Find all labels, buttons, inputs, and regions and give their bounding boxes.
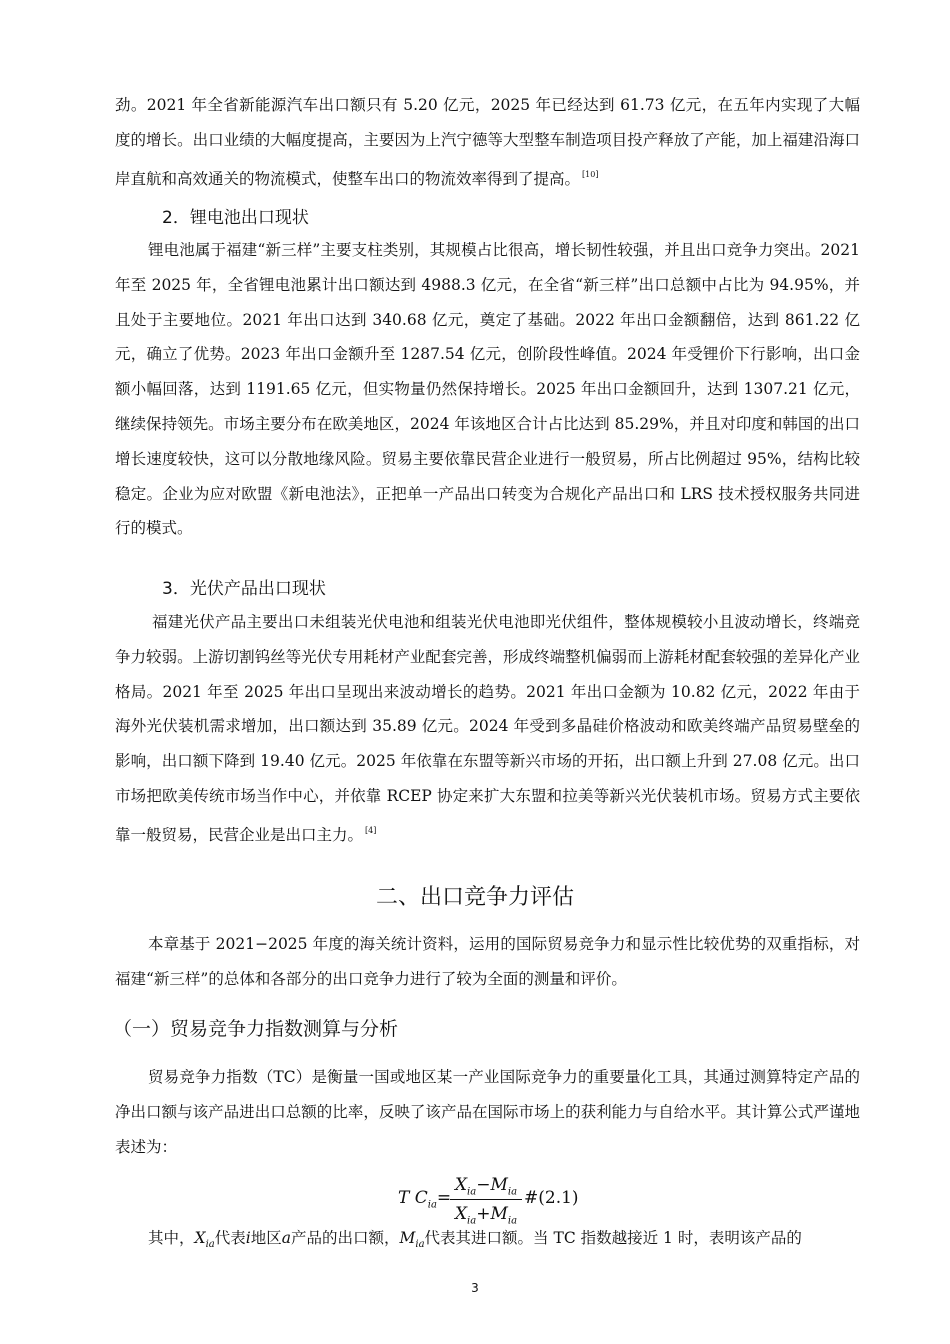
heading-pv-products: 3．光伏产品出口现状 — [162, 579, 326, 599]
formula-numerator: $X_{ia}-M_{ia}$ — [454, 1175, 518, 1198]
page-number: 3 — [471, 1281, 479, 1295]
paragraph-pv-products — [115, 605, 860, 853]
fraction-bar — [450, 1199, 522, 1200]
formula-denominator: $X_{ia}+M_{ia}$ — [454, 1204, 518, 1227]
formula-tag: #(2.1) — [524, 1188, 579, 1208]
formula-lhs: T $C_{ia}=$ — [398, 1188, 452, 1211]
paragraph-text: 福建光伏产品主要出口未组装光伏电池和组装光伏电池即光伏组件，整体规模较小且波动增长，终端竞争力较弱。上游切割钨丝等光伏专用耗材产业配套完善，形成终端整机偏弱而上游耗材配套较强的差异化产业格局。2021 年至 2025 年出口呈现出来波动增长的趋势。2021 年出口金额为 10.82 亿元，2022 年由于海外光伏装机需求增加，出口额达到 35.89 亿元。2024 年受到多晶硅价格波动和欧美终端产品贸易壁垒的影响，出口额下降到 19.40 亿元。2025 年依靠在东盟等新兴市场的开拓，出口额上升到 27.08 亿元。出口市场把欧美传统市场当作中心，并依靠 RCEP 协定来扩大东盟和拉美等新兴光伏装机市场。贸易方式主要依靠一般贸易，民营企业是出口主力。 — [115, 613, 860, 844]
paragraph-lithium-battery: 锂电池属于福建“新三样”主要支柱类别，其规模占比很高，增长韧性较强，并且出口竞争力突出。2021 年至 2025 年，全省锂电池累计出口额达到 4988.3 亿元，在全省“新三样”出口总额中占比为 94.95%，并且处于主要地位。2021 年出口达到 340.68 亿元，奠定了基础。2022 年出口金额翻倍，达到 861.22 亿元，确立了优势。2023 年出口金额升至 1287.54 亿元，创阶段性峰值。2024 年受锂价下行影响，出口金额小幅回落，达到 1191.65 亿元，但实物量仍然保持增长。2025 年出口金额回升，达到 1307.21 亿元，继续保持领先。市场主要分布在欧美地区，2024 年该地区合计占比达到 85.29%，并且对印度和韩国的出口增长速度较快，这可以分散地缘风险。贸易主要依靠民营企业进行一般贸易，所占比例超过 95%，结构比较稳定。企业为应对欧盟《新电池法》，正把单一产品出口转变为合规化产品出口和 LRS 技术授权服务共同进行的模式。 — [115, 241, 860, 538]
section-heading: （一）贸易竞争力指数测算与分析 — [113, 1018, 399, 1040]
formula-fraction — [450, 1172, 522, 1227]
paragraph-variable-definition: 其中，$X_{ia}$代表i地区a产品的出口额，$M_{ia}$代表其进口额。当 TC 指数越接近 1 时，表明该产品的 — [148, 1229, 802, 1251]
paragraph-chapter-intro: 本章基于 2021−2025 年度的海关统计资料，运用的国际贸易竞争力和显示性比较优势的双重指标，对福建“新三样”的总体和各部分的出口竞争力进行了较为全面的测量和评价。 — [115, 935, 860, 988]
heading-lithium-battery: 2．锂电池出口现状 — [162, 208, 309, 228]
paragraph-tc-definition: 贸易竞争力指数（TC）是衡量一国或地区某一产业国际竞争力的重要量化工具，其通过测算特定产品的净出口额与该产品进出口总额的比率，反映了该产品在国际市场上的获利能力与自给水平。其计算公式严谨地表述为： — [115, 1068, 860, 1156]
citation-ref: [4] — [365, 825, 377, 835]
chapter-heading: 二、出口竞争力评估 — [375, 885, 574, 910]
paragraph-nev-export — [115, 88, 860, 196]
citation-ref: [10] — [582, 169, 599, 179]
paragraph-text: 劲。2021 年全省新能源汽车出口额只有 5.20 亿元，2025 年已经达到 61.73 亿元，在五年内实现了大幅度的增长。出口业绩的大幅度提高，主要因为上汽宁德等大型整车制造项目投产释放了产能，加上福建沿海口岸直航和高效通关的物流模式，使整车出口的物流效率得到了提高。 — [115, 96, 860, 188]
